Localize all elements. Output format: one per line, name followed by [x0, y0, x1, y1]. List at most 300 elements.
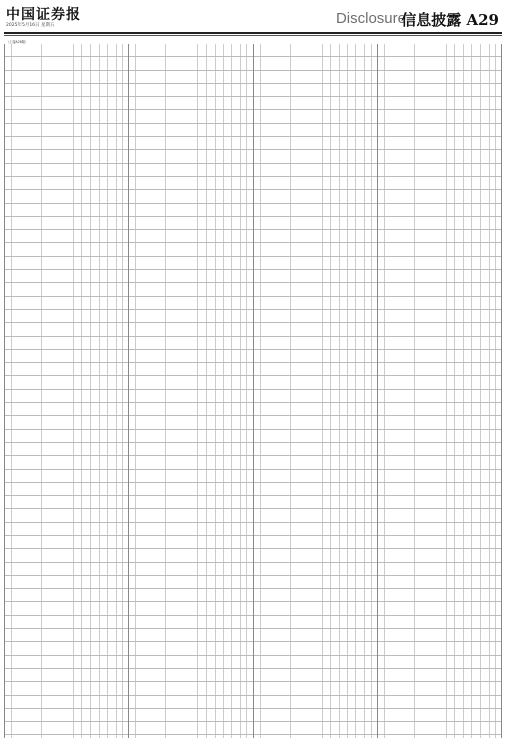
- table-cell: [340, 430, 348, 442]
- table-cell: [166, 270, 198, 282]
- table-cell: [348, 124, 356, 136]
- table-cell: [74, 44, 82, 56]
- table-cell: [42, 563, 74, 575]
- table-cell: [464, 297, 472, 309]
- table-row: [254, 642, 377, 655]
- table-cell: [82, 496, 91, 508]
- table-cell: [100, 470, 108, 482]
- table-cell: [291, 430, 323, 442]
- table-cell: [385, 270, 415, 282]
- table-cell: [74, 337, 82, 349]
- table-cell: [207, 722, 216, 734]
- table-cell: [496, 257, 501, 269]
- table-cell: [415, 563, 447, 575]
- table-cell: [378, 549, 385, 561]
- table-cell: [472, 642, 480, 654]
- table-cell: [12, 443, 42, 455]
- table-cell: [481, 243, 490, 255]
- table-cell: [216, 735, 224, 738]
- table-cell: [136, 709, 166, 721]
- table-cell: [207, 376, 216, 388]
- table-cell: [447, 243, 455, 255]
- table-cell: [224, 509, 232, 521]
- table-cell: [100, 616, 108, 628]
- table-cell: [129, 337, 136, 349]
- table-cell: [224, 642, 232, 654]
- table-cell: [166, 190, 198, 202]
- table-cell: [136, 230, 166, 242]
- table-row: [254, 496, 377, 509]
- issue-date: 2025年5月16日 星期五: [6, 23, 55, 28]
- table-cell: [331, 363, 340, 375]
- table-cell: [455, 297, 464, 309]
- table-cell: [74, 629, 82, 641]
- table-row: [5, 376, 128, 389]
- table-cell: [224, 310, 232, 322]
- table-cell: [5, 310, 12, 322]
- table-row: [129, 416, 252, 429]
- table-cell: [42, 443, 74, 455]
- table-cell: [207, 150, 216, 162]
- table-cell: [481, 270, 490, 282]
- table-cell: [91, 84, 99, 96]
- table-cell: [323, 696, 331, 708]
- table-cell: [323, 84, 331, 96]
- table-cell: [481, 669, 490, 681]
- table-cell: [254, 337, 261, 349]
- table-cell: [5, 722, 12, 734]
- table-row: [5, 602, 128, 615]
- table-row: [254, 602, 377, 615]
- table-row: [254, 150, 377, 163]
- table-cell: [348, 150, 356, 162]
- table-cell: [356, 97, 365, 109]
- table-cell: [198, 576, 206, 588]
- table-cell: [12, 470, 42, 482]
- table-cell: [415, 177, 447, 189]
- table-row: [378, 257, 501, 270]
- table-cell: [100, 709, 108, 721]
- table-cell: [472, 669, 480, 681]
- table-row: [5, 323, 128, 336]
- table-cell: [447, 616, 455, 628]
- table-cell: [356, 416, 365, 428]
- table-cell: [378, 230, 385, 242]
- table-cell: [378, 177, 385, 189]
- table-cell: [129, 350, 136, 362]
- table-cell: [496, 217, 501, 229]
- table-cell: [166, 523, 198, 535]
- table-cell: [207, 656, 216, 668]
- table-row: [254, 204, 377, 217]
- table-cell: [481, 390, 490, 402]
- table-cell: [464, 669, 472, 681]
- table-row: [378, 696, 501, 709]
- table-cell: [12, 563, 42, 575]
- table-cell: [340, 722, 348, 734]
- table-row: [5, 563, 128, 576]
- table-cell: [261, 310, 291, 322]
- table-cell: [331, 642, 340, 654]
- table-cell: [261, 323, 291, 335]
- table-cell: [136, 496, 166, 508]
- table-cell: [207, 243, 216, 255]
- table-cell: [82, 523, 91, 535]
- table-cell: [166, 470, 198, 482]
- table-cell: [5, 190, 12, 202]
- table-cell: [481, 57, 490, 69]
- table-cell: [261, 523, 291, 535]
- table-cell: [455, 496, 464, 508]
- table-cell: [42, 376, 74, 388]
- table-cell: [464, 350, 472, 362]
- table-cell: [232, 536, 241, 548]
- table-cell: [481, 190, 490, 202]
- table-cell: [254, 204, 261, 216]
- table-cell: [455, 403, 464, 415]
- table-cell: [254, 190, 261, 202]
- table-row: [5, 722, 128, 735]
- table-cell: [232, 416, 241, 428]
- table-cell: [100, 589, 108, 601]
- table-cell: [82, 57, 91, 69]
- table-cell: [74, 310, 82, 322]
- table-cell: [5, 709, 12, 721]
- table-cell: [216, 669, 224, 681]
- table-cell: [166, 669, 198, 681]
- table-cell: [455, 363, 464, 375]
- table-cell: [356, 496, 365, 508]
- table-cell: [496, 589, 501, 601]
- table-cell: [12, 509, 42, 521]
- table-cell: [82, 376, 91, 388]
- table-cell: [108, 456, 117, 468]
- table-row: [5, 669, 128, 682]
- table-cell: [232, 682, 241, 694]
- table-cell: [378, 137, 385, 149]
- table-cell: [323, 709, 331, 721]
- table-cell: [129, 230, 136, 242]
- table-row: [378, 496, 501, 509]
- table-cell: [108, 735, 117, 738]
- table-cell: [331, 576, 340, 588]
- table-cell: [207, 536, 216, 548]
- table-cell: [254, 243, 261, 255]
- table-cell: [291, 602, 323, 614]
- table-cell: [447, 230, 455, 242]
- table-cell: [254, 230, 261, 242]
- table-cell: [12, 709, 42, 721]
- table-cell: [323, 416, 331, 428]
- table-cell: [129, 523, 136, 535]
- table-cell: [496, 509, 501, 521]
- table-cell: [91, 563, 99, 575]
- table-cell: [291, 549, 323, 561]
- table-cell: [348, 257, 356, 269]
- table-cell: [216, 642, 224, 654]
- table-cell: [129, 44, 136, 56]
- table-cell: [464, 150, 472, 162]
- table-cell: [254, 709, 261, 721]
- table-row: [129, 656, 252, 669]
- table-cell: [254, 137, 261, 149]
- table-cell: [82, 430, 91, 442]
- table-cell: [385, 416, 415, 428]
- table-cell: [108, 337, 117, 349]
- table-cell: [331, 509, 340, 521]
- table-cell: [378, 71, 385, 83]
- table-cell: [323, 350, 331, 362]
- table-cell: [216, 217, 224, 229]
- table-cell: [385, 283, 415, 295]
- table-cell: [472, 376, 480, 388]
- table-cell: [136, 363, 166, 375]
- table-cell: [261, 496, 291, 508]
- table-cell: [323, 523, 331, 535]
- table-cell: [224, 137, 232, 149]
- table-cell: [378, 110, 385, 122]
- table-cell: [323, 722, 331, 734]
- table-cell: [323, 270, 331, 282]
- table-row: [129, 110, 252, 123]
- table-cell: [356, 84, 365, 96]
- table-cell: [415, 735, 447, 738]
- table-cell: [100, 456, 108, 468]
- table-cell: [472, 230, 480, 242]
- table-cell: [82, 536, 91, 548]
- table-cell: [108, 137, 117, 149]
- table-cell: [415, 350, 447, 362]
- table-cell: [455, 563, 464, 575]
- table-cell: [12, 403, 42, 415]
- table-cell: [166, 456, 198, 468]
- table-cell: [415, 616, 447, 628]
- table-cell: [91, 230, 99, 242]
- table-cell: [207, 310, 216, 322]
- table-cell: [129, 164, 136, 176]
- table-row: [378, 310, 501, 323]
- table-cell: [224, 71, 232, 83]
- table-cell: [472, 350, 480, 362]
- table-cell: [323, 71, 331, 83]
- table-row: [129, 376, 252, 389]
- table-cell: [385, 84, 415, 96]
- table-cell: [447, 97, 455, 109]
- table-column: [128, 44, 252, 738]
- table-row: [378, 403, 501, 416]
- table-cell: [108, 84, 117, 96]
- table-cell: [74, 270, 82, 282]
- table-cell: [91, 602, 99, 614]
- table-cell: [261, 576, 291, 588]
- table-cell: [42, 110, 74, 122]
- table-row: [254, 217, 377, 230]
- table-cell: [415, 496, 447, 508]
- table-row: [5, 509, 128, 522]
- table-cell: [74, 323, 82, 335]
- table-cell: [91, 310, 99, 322]
- table-cell: [340, 709, 348, 721]
- table-cell: [481, 576, 490, 588]
- table-cell: [91, 137, 99, 149]
- table-cell: [5, 735, 12, 738]
- table-cell: [261, 270, 291, 282]
- table-cell: [74, 390, 82, 402]
- table-row: [5, 709, 128, 722]
- table-cell: [331, 177, 340, 189]
- table-cell: [100, 110, 108, 122]
- table-cell: [323, 456, 331, 468]
- table-cell: [129, 549, 136, 561]
- table-cell: [291, 243, 323, 255]
- table-cell: [385, 190, 415, 202]
- table-cell: [5, 110, 12, 122]
- table-cell: [91, 297, 99, 309]
- table-cell: [224, 669, 232, 681]
- table-cell: [378, 576, 385, 588]
- table-cell: [166, 735, 198, 738]
- table-cell: [348, 164, 356, 176]
- table-cell: [12, 523, 42, 535]
- table-cell: [472, 97, 480, 109]
- table-cell: [348, 230, 356, 242]
- table-cell: [331, 350, 340, 362]
- table-cell: [198, 602, 206, 614]
- table-cell: [331, 669, 340, 681]
- table-cell: [323, 483, 331, 495]
- table-cell: [42, 549, 74, 561]
- table-columns: [4, 44, 502, 738]
- table-cell: [261, 243, 291, 255]
- table-cell: [481, 430, 490, 442]
- table-cell: [166, 257, 198, 269]
- table-cell: [291, 257, 323, 269]
- table-cell: [136, 629, 166, 641]
- table-cell: [224, 735, 232, 738]
- table-cell: [136, 243, 166, 255]
- table-cell: [254, 642, 261, 654]
- table-cell: [166, 137, 198, 149]
- table-cell: [100, 642, 108, 654]
- table-cell: [323, 616, 331, 628]
- table-cell: [385, 496, 415, 508]
- table-cell: [136, 696, 166, 708]
- table-cell: [12, 416, 42, 428]
- table-cell: [108, 177, 117, 189]
- table-cell: [166, 204, 198, 216]
- table-cell: [348, 283, 356, 295]
- table-cell: [254, 177, 261, 189]
- table-cell: [108, 97, 117, 109]
- table-cell: [12, 682, 42, 694]
- table-cell: [481, 44, 490, 56]
- table-cell: [224, 177, 232, 189]
- table-cell: [224, 283, 232, 295]
- table-cell: [472, 44, 480, 56]
- table-cell: [207, 696, 216, 708]
- table-cell: [5, 376, 12, 388]
- table-cell: [415, 403, 447, 415]
- table-cell: [472, 443, 480, 455]
- table-cell: [348, 97, 356, 109]
- table-cell: [198, 84, 206, 96]
- table-cell: [198, 363, 206, 375]
- table-cell: [348, 536, 356, 548]
- table-cell: [207, 669, 216, 681]
- table-cell: [12, 177, 42, 189]
- table-cell: [198, 44, 206, 56]
- table-cell: [261, 563, 291, 575]
- table-cell: [356, 696, 365, 708]
- table-cell: [496, 310, 501, 322]
- table-cell: [464, 709, 472, 721]
- table-cell: [447, 709, 455, 721]
- table-cell: [108, 602, 117, 614]
- table-cell: [198, 563, 206, 575]
- table-cell: [385, 443, 415, 455]
- table-cell: [12, 297, 42, 309]
- table-cell: [356, 722, 365, 734]
- table-cell: [331, 71, 340, 83]
- table-cell: [232, 656, 241, 668]
- table-row: [378, 217, 501, 230]
- table-cell: [415, 230, 447, 242]
- table-cell: [216, 310, 224, 322]
- table-cell: [254, 57, 261, 69]
- table-cell: [216, 682, 224, 694]
- table-cell: [261, 297, 291, 309]
- table-cell: [254, 456, 261, 468]
- table-cell: [129, 722, 136, 734]
- table-cell: [74, 150, 82, 162]
- table-cell: [340, 164, 348, 176]
- table-cell: [198, 735, 206, 738]
- table-cell: [100, 230, 108, 242]
- table-cell: [198, 150, 206, 162]
- table-cell: [207, 616, 216, 628]
- table-cell: [232, 589, 241, 601]
- table-row: [254, 57, 377, 70]
- table-cell: [348, 110, 356, 122]
- table-row: [5, 177, 128, 190]
- table-cell: [261, 204, 291, 216]
- table-cell: [323, 589, 331, 601]
- table-cell: [261, 44, 291, 56]
- table-row: [5, 616, 128, 629]
- table-cell: [74, 204, 82, 216]
- table-row: [5, 297, 128, 310]
- table-cell: [291, 523, 323, 535]
- table-cell: [348, 204, 356, 216]
- table-cell: [323, 257, 331, 269]
- table-cell: [108, 164, 117, 176]
- table-cell: [207, 416, 216, 428]
- table-cell: [291, 403, 323, 415]
- table-cell: [356, 616, 365, 628]
- table-cell: [216, 150, 224, 162]
- table-cell: [348, 656, 356, 668]
- table-cell: [356, 257, 365, 269]
- table-cell: [166, 509, 198, 521]
- table-row: [254, 110, 377, 123]
- table-cell: [232, 270, 241, 282]
- table-cell: [216, 509, 224, 521]
- table-cell: [100, 243, 108, 255]
- table-row: [378, 470, 501, 483]
- table-cell: [207, 709, 216, 721]
- table-cell: [91, 656, 99, 668]
- table-cell: [224, 563, 232, 575]
